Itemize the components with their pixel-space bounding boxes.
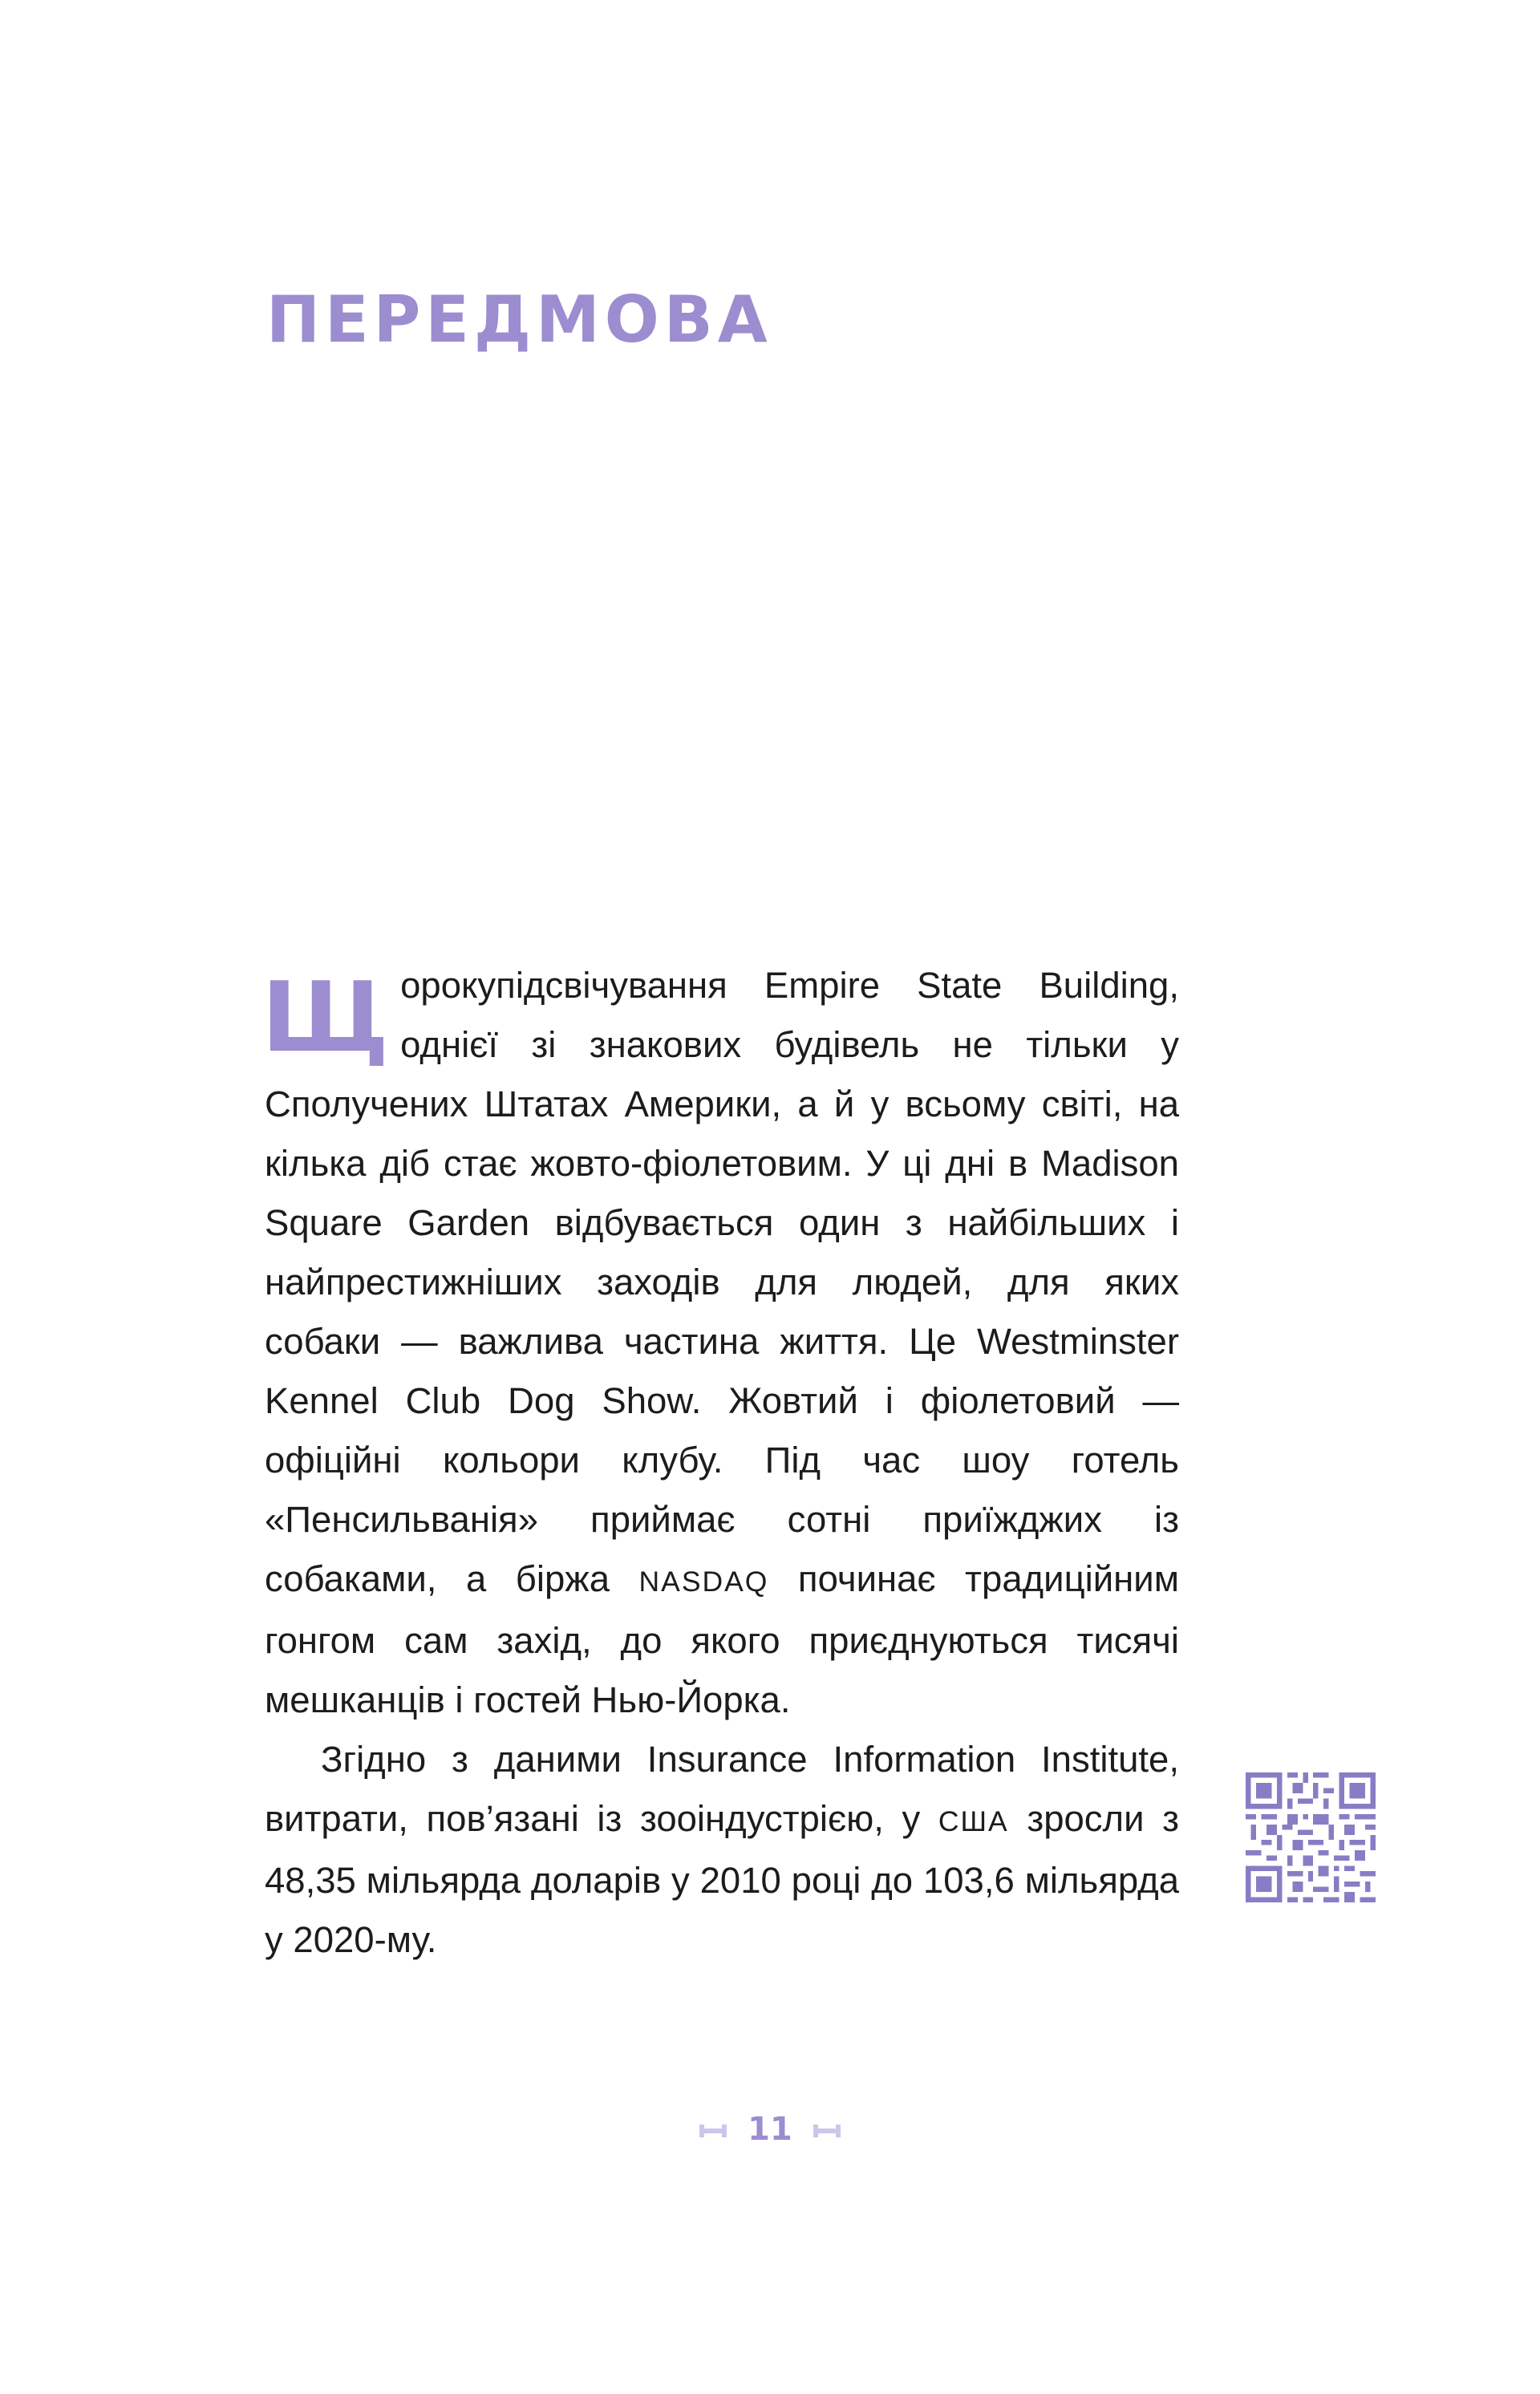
left-dash-ornament bbox=[699, 2129, 727, 2133]
paragraph-2 bbox=[265, 1730, 1179, 1970]
paragraph-1-text-start: орокупідсвічування Empire State Building, однієї зі знакових будівель не тільки у Сполучених Штатах Америки, а й у всьому світі, на кілька діб стає жовто-фіолетовим. У ці дні в Madison Square Garden відбувається один з найбільших і найпрестижніших заходів для людей, для яких собаки — важлива частина життя. Це Westminster Kennel Club Dog Show. Жовтий і фіолетовий — офіційні кольори клубу. Під час шоу готель «Пенсильванія» приймає сотні приїжджих із собаками, а біржа bbox=[265, 965, 1179, 1599]
paragraph-2-text-end: зросли з 48,35 мільярда доларів у 2010 році до 103,6 мільярда у 2020-му. bbox=[265, 1798, 1179, 1960]
paragraph-2-text-start: Згідно з даними Insurance Information Institute, витрати, пов’язані із зооіндустрією, у bbox=[265, 1739, 1179, 1839]
body-text bbox=[261, 956, 1179, 1970]
drop-cap: Щ bbox=[261, 962, 390, 1074]
chapter-heading: ПЕРЕДМОВА bbox=[266, 282, 772, 357]
paragraph-1-text-end: починає традиційним гонгом сам захід, до якого приєднуються тисячі мешканців і гостей Нью-Йорка. bbox=[265, 1558, 1179, 1720]
page-number-text: 11 bbox=[748, 2111, 792, 2148]
page-number bbox=[0, 2111, 1540, 2148]
right-dash-ornament bbox=[813, 2129, 841, 2133]
paragraph-1 bbox=[261, 956, 1179, 1730]
nasdaq-abbrev: NASDAQ bbox=[638, 1566, 769, 1598]
usa-abbrev: США bbox=[938, 1805, 1009, 1837]
qr-code-icon[interactable] bbox=[1246, 1772, 1376, 1902]
